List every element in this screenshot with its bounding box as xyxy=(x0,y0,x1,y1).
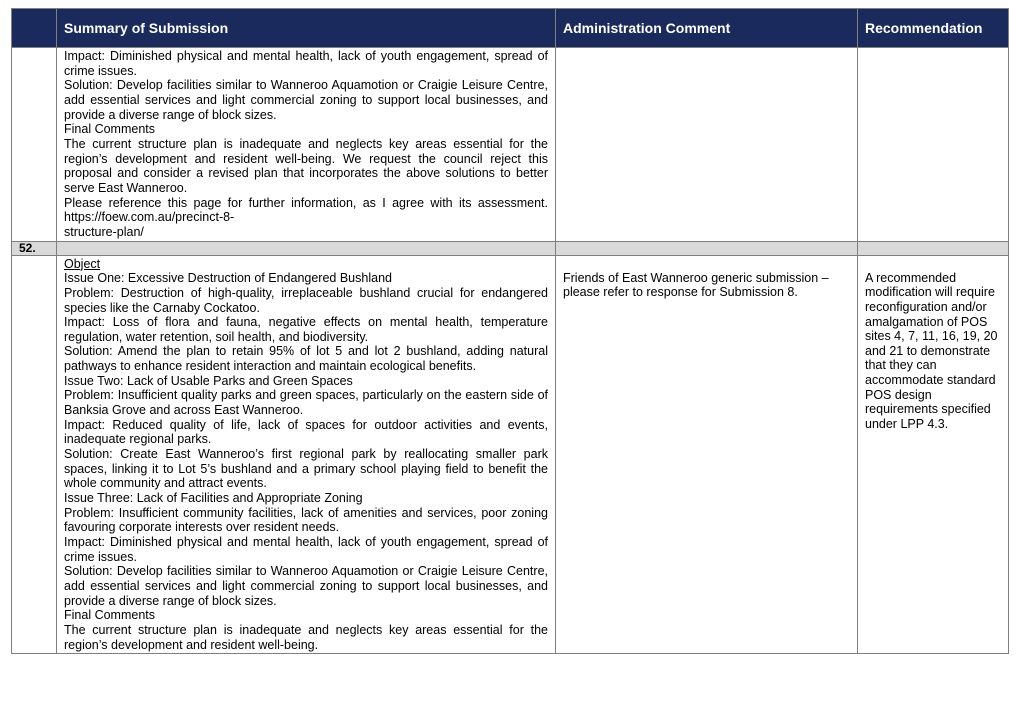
summary-cell xyxy=(57,255,556,654)
summary-line: Solution: Create East Wanneroo’s first regional park by reallocating smaller park spaces, linking it to Lot 5’s bushland and a primary school playing field to benefit the whole community and attract events. xyxy=(64,447,548,491)
summary-line: Solution: Develop facilities similar to Wanneroo Aquamotion or Craigie Leisure Centre, add essential services and light commercial zoning to support local businesses, and provide a diverse range of block sizes. xyxy=(64,564,548,608)
table-row-previous xyxy=(12,48,1009,242)
summary-heading: Final Comments xyxy=(64,122,155,137)
object-label: Object xyxy=(64,256,101,271)
summary-heading: Issue Three: Lack of Facilities and Appropriate Zoning xyxy=(64,491,363,506)
separator-cell xyxy=(556,241,858,255)
header-summary: Summary of Submission xyxy=(57,9,556,48)
separator-cell xyxy=(858,241,1009,255)
summary-heading: Final Comments xyxy=(64,608,155,623)
number-cell xyxy=(12,255,57,654)
summary-line: Solution: Amend the plan to retain 95% of lot 5 and lot 2 bushland, adding natural pathways to enhance resident interaction and maintain ecological benefits. xyxy=(64,344,548,374)
separator-row xyxy=(12,241,1009,255)
summary-line: Impact: Diminished physical and mental health, lack of youth engagement, spread of crime issues. xyxy=(64,49,548,78)
summary-line: Impact: Reduced quality of life, lack of spaces for outdoor activities and events, inadequate regional parks. xyxy=(64,417,548,447)
summary-line: Problem: Insufficient quality parks and green spaces, particularly on the eastern side of Banksia Grove and across East Wanneroo. xyxy=(64,388,548,418)
summary-line: Impact: Loss of flora and fauna, negative effects on mental health, temperature regulation, water retention, soil health, and biodiversity. xyxy=(64,315,548,344)
summary-cell xyxy=(57,48,556,242)
summary-line: Problem: Insufficient community facilities, lack of amenities and services, poor zoning favouring corporate interests over resident needs. xyxy=(64,505,548,535)
submission-number: 52. xyxy=(12,241,57,255)
summary-line: Impact: Diminished physical and mental health, lack of youth engagement, spread of crime issues. xyxy=(64,535,548,564)
summary-line: structure-plan/ xyxy=(64,224,144,239)
summary-heading: Issue One: Excessive Destruction of Endangered Bushland xyxy=(64,271,392,286)
summary-line: The current structure plan is inadequate and neglects key areas essential for the region’s development and resident well-being. We request the council reject this proposal and consider a revised plan that incorporates the above solutions to better serve East Wanneroo. xyxy=(64,136,548,195)
recommendation-cell xyxy=(858,48,1009,242)
summary-line: Problem: Destruction of high-quality, irreplaceable bushland crucial for endangered species like the Carnaby Cockatoo. xyxy=(64,285,548,315)
separator-cell xyxy=(57,241,556,255)
recommendation-cell: A recommended modification will require reconfiguration and/or amalgamation of POS sites 4, 7, 11, 16, 19, 20 and 21 to demonstrate that they can accommodate standard POS design requirements specified under LPP 4.3. xyxy=(858,255,1009,654)
header-recommendation: Recommendation xyxy=(858,9,1009,48)
header-admin-comment: Administration Comment xyxy=(556,9,858,48)
summary-line: Solution: Develop facilities similar to Wanneroo Aquamotion or Craigie Leisure Centre, add essential services and light commercial zoning to support local businesses, and provide a diverse range of block sizes. xyxy=(64,78,548,122)
header-number xyxy=(12,9,57,48)
table-row-52 xyxy=(12,255,1009,654)
summary-line: Please reference this page for further information, as I agree with its assessment. https://foew.com.au/precinct-8- xyxy=(64,195,548,225)
number-cell xyxy=(12,48,57,242)
summary-heading: Issue Two: Lack of Usable Parks and Green Spaces xyxy=(64,373,353,388)
header-row xyxy=(12,9,1009,48)
summary-line: The current structure plan is inadequate and neglects key areas essential for the region’s development and resident well-being. xyxy=(64,622,548,652)
admin-comment-cell: Friends of East Wanneroo generic submission – please refer to response for Submission 8. xyxy=(556,255,858,654)
submissions-table xyxy=(11,8,1009,654)
admin-comment-cell xyxy=(556,48,858,242)
